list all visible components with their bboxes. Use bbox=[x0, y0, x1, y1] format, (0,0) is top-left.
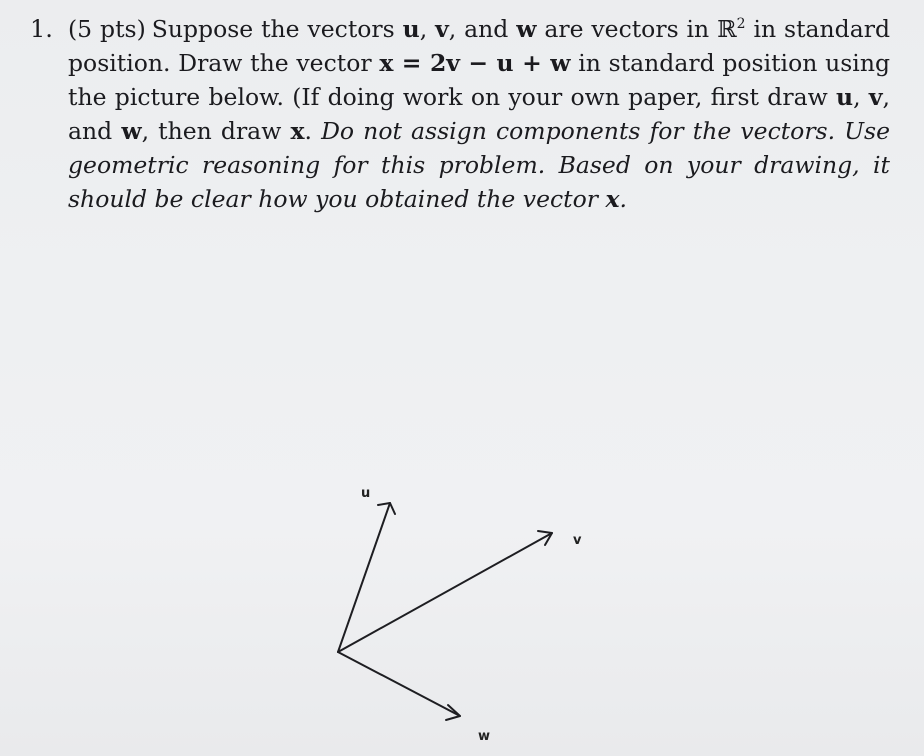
problem-text-5: , then draw bbox=[141, 117, 291, 145]
label-w: w bbox=[478, 729, 491, 744]
problem-sep-1: , bbox=[419, 15, 436, 43]
problem-text-1: Suppose the vectors bbox=[151, 15, 403, 43]
vector-u-symbol: u bbox=[402, 15, 420, 43]
vector-v-symbol-2: v bbox=[868, 83, 883, 111]
vector-x-symbol: x bbox=[379, 49, 394, 77]
equation-rhs: = 2v − u + w bbox=[393, 49, 571, 77]
real-space-exponent: 2 bbox=[736, 16, 746, 33]
real-space-symbol: ℝ bbox=[717, 15, 737, 43]
problem-sep-4: , and bbox=[68, 83, 890, 145]
label-u: u bbox=[361, 486, 371, 501]
problem-number: 1. bbox=[30, 15, 53, 43]
problem-text-4: in standard position using the picture below. (If doing work on your own paper, first draw bbox=[68, 49, 890, 111]
arrow-w-icon bbox=[338, 652, 460, 720]
problem-points: (5 pts) bbox=[68, 15, 146, 43]
problem-italic-end: . bbox=[619, 185, 627, 213]
vector-v-symbol: v bbox=[435, 15, 449, 43]
vector-x-symbol-2: x bbox=[290, 117, 305, 145]
problem-sep-3: , bbox=[853, 83, 869, 111]
problem-sep-2: , and bbox=[448, 15, 517, 43]
arrow-v-icon bbox=[338, 531, 552, 652]
problem-italic-instructions: Do not assign components for the vectors. Use geometric reasoning for this problem. Based on your drawing, it should be clear how you obtained the vector bbox=[68, 117, 890, 213]
vector-u-symbol-2: u bbox=[835, 83, 854, 111]
vector-w-symbol: w bbox=[516, 15, 537, 43]
problem-text-3: in standard position. Draw the vector bbox=[68, 15, 890, 77]
vector-x-symbol-3: x bbox=[605, 185, 620, 213]
problem-text-2: are vectors in bbox=[536, 15, 718, 43]
arrow-u-icon bbox=[338, 503, 395, 652]
label-v: v bbox=[573, 533, 582, 548]
problem-text-6: . bbox=[304, 117, 322, 145]
vector-w-symbol-2: w bbox=[121, 117, 142, 145]
